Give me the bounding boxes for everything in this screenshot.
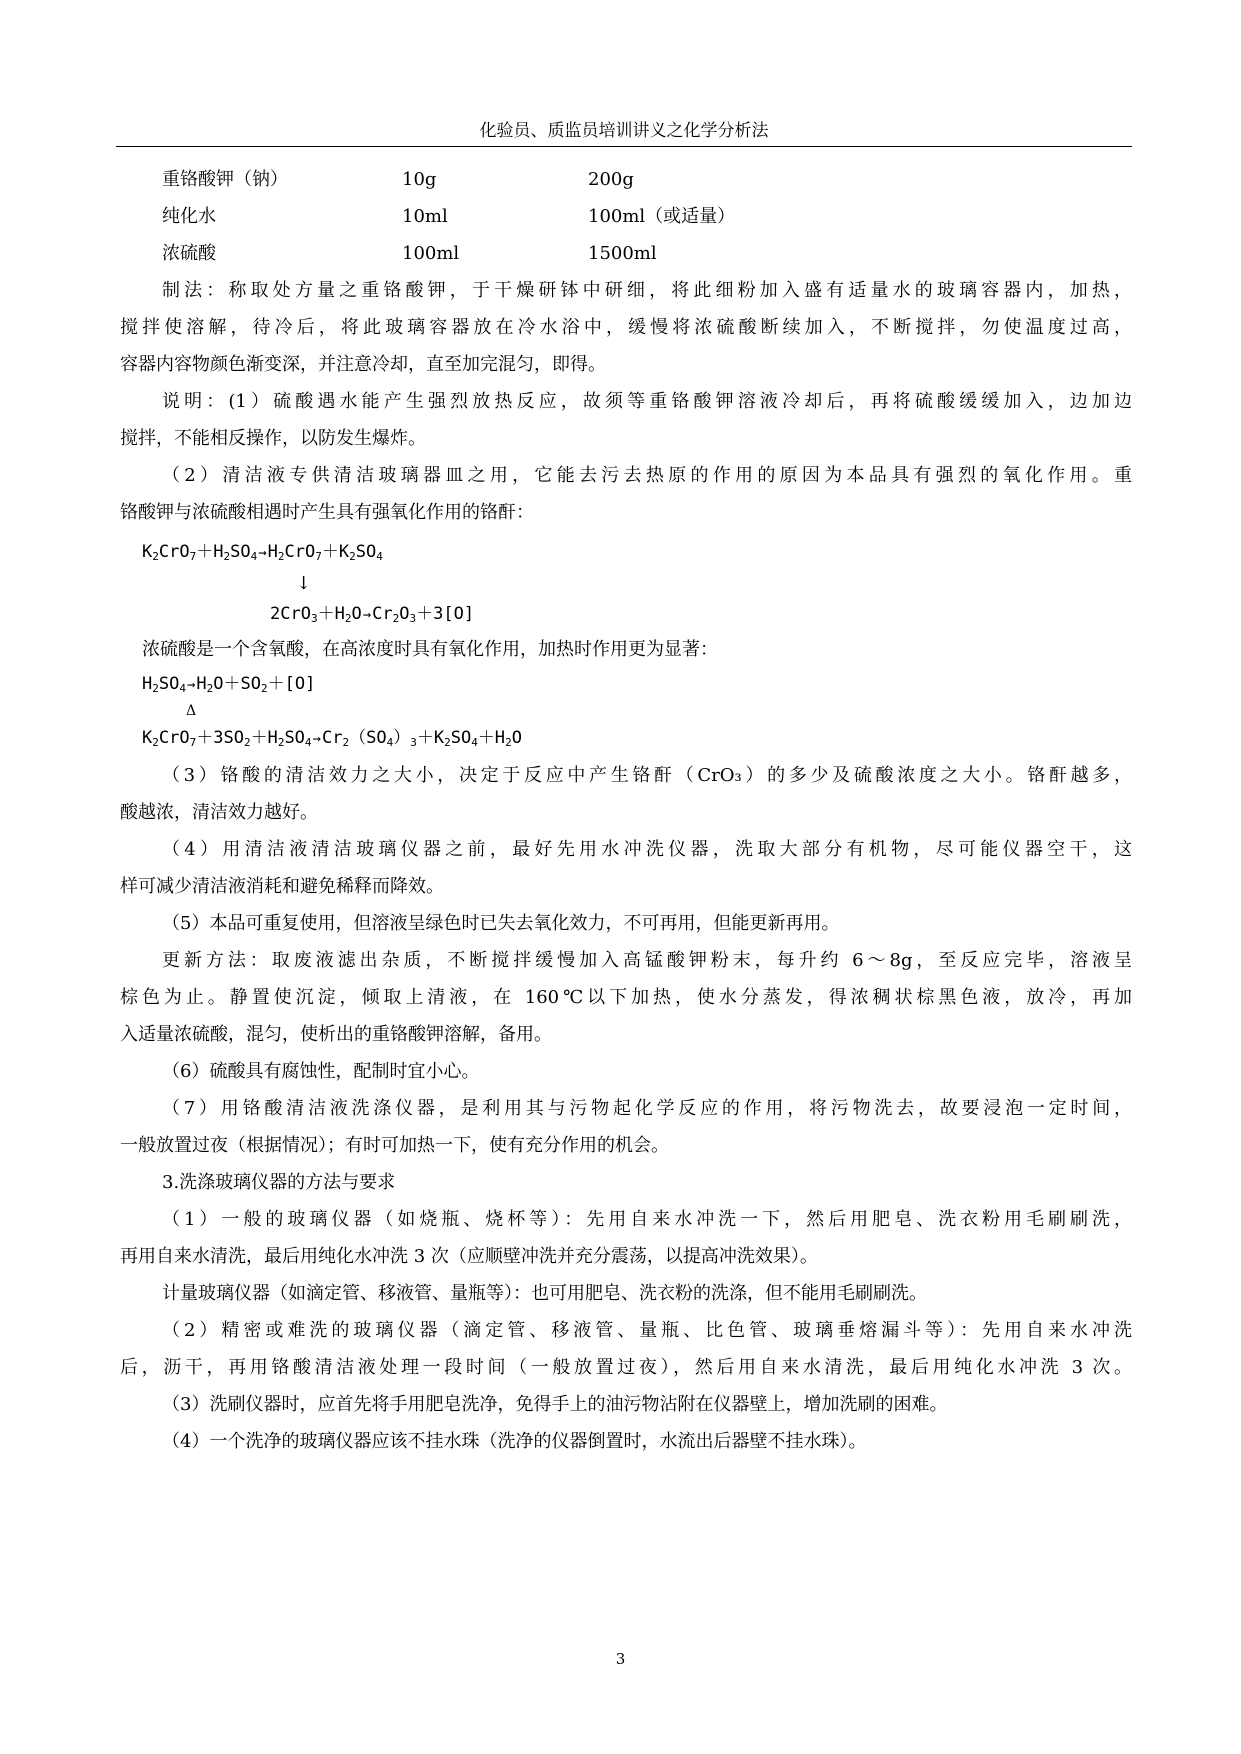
- table-cell: 重铬酸钾（钠）: [162, 169, 288, 190]
- table-cell: 浓硫酸: [162, 243, 216, 264]
- down-arrow-icon: ↓: [296, 573, 312, 594]
- table-cell: 10g: [402, 169, 437, 190]
- text-line: 制法：称取处方量之重铬酸钾，于干燥研钵中研细，将此细粉加入盛有适量水的玻璃容器内，加热，: [162, 280, 1132, 301]
- text-line: （2）清洁液专供清洁玻璃器皿之用，它能去污去热原的作用的原因为本品具有强烈的氧化作用。重: [162, 465, 1132, 486]
- table-cell: 100ml: [402, 243, 460, 264]
- text-line: （3）铬酸的清洁效力之大小，决定于反应中产生铬酐（CrO₃）的多少及硫酸浓度之大小。铬酐越多，: [162, 765, 1132, 786]
- text-line: 样可减少清洁液消耗和避免稀释而降效。: [120, 876, 444, 897]
- text-line: 入适量浓硫酸，混匀，使析出的重铬酸钾溶解，备用。: [120, 1024, 552, 1045]
- text-line: （2）精密或难洗的玻璃仪器（滴定管、移液管、量瓶、比色管、玻璃垂熔漏斗等）：先用自来水冲洗: [162, 1320, 1132, 1341]
- formula-line: $2CrO_3+H_2O\to Cr_2O_3+3[O]$: [270, 604, 475, 625]
- page-header: 化验员、质监员培训讲义之化学分析法: [116, 118, 1132, 147]
- text-line: 铬酸钾与浓硫酸相遇时产生具有强氧化作用的铬酐：: [120, 502, 534, 523]
- text-line: （4）一个洗净的玻璃仪器应该不挂水珠（洗净的仪器倒置时，水流出后器壁不挂水珠）。: [162, 1431, 867, 1452]
- table-cell: 10ml: [402, 206, 448, 227]
- table-cell: 200g: [588, 169, 634, 190]
- text-line: （5）本品可重复使用，但溶液呈绿色时已失去氧化效力，不可再用，但能更新再用。: [162, 913, 840, 934]
- text-line: 酸越浓，清洁效力越好。: [120, 802, 318, 823]
- text-line: （6）硫酸具有腐蚀性，配制时宜小心。: [162, 1061, 480, 1082]
- text-line: （4）用清洁液清洁玻璃仪器之前，最好先用水冲洗仪器，洗取大部分有机物，尽可能仪器空干，这: [162, 839, 1132, 860]
- page-number: 3: [615, 1650, 626, 1668]
- text-line: 再用自来水清洗，最后用纯化水冲洗 3 次（应顺壁冲洗并充分震荡，以提高冲洗效果）。: [120, 1246, 818, 1267]
- table-cell: 1500ml: [588, 243, 657, 264]
- formula-line: $H_2SO_4\to H_2O+SO_2+[O]$: [142, 674, 316, 695]
- text-line: 说明：(1）硫酸遇水能产生强烈放热反应，故须等重铬酸钾溶液冷却后，再将硫酸缓缓加入，边加边: [162, 391, 1132, 412]
- text-line: 浓硫酸是一个含氧酸，在高浓度时具有氧化作用，加热时作用更为显著：: [142, 639, 718, 660]
- text-line: 棕色为止。静置使沉淀，倾取上清液，在 160℃以下加热，使水分蒸发，得浓稠状棕黑色液，放冷，再加: [120, 987, 1132, 1008]
- text-line: 搅拌使溶解，待冷后，将此玻璃容器放在冷水浴中，缓慢将浓硫酸断续加入，不断搅拌，勿使温度过高，: [120, 317, 1132, 338]
- text-line: 计量玻璃仪器（如滴定管、移液管、量瓶等）：也可用肥皂、洗衣粉的洗涤，但不能用毛刷刷洗。: [162, 1283, 927, 1304]
- text-line: （3）洗刷仪器时，应首先将手用肥皂洗净，免得手上的油污物沾附在仪器壁上，增加洗刷的困难。: [162, 1394, 948, 1415]
- text-line: 更新方法：取废液滤出杂质，不断搅拌缓慢加入高锰酸钾粉末，每升约 6～8g，至反应完毕，溶液呈: [162, 950, 1132, 971]
- text-line: （1）一般的玻璃仪器（如烧瓶、烧杯等）：先用自来水冲洗一下，然后用肥皂、洗衣粉用毛刷刷洗，: [162, 1209, 1132, 1230]
- formula-line: $K_2CrO_7+3SO_2+H_2SO_4\to Cr_2(SO_4)_3+K_2SO_4+H_2O$: [142, 728, 522, 749]
- table-cell: 纯化水: [162, 206, 216, 227]
- text-line: 一般放置过夜（根据情况）；有时可加热一下，使有充分作用的机会。: [120, 1135, 669, 1156]
- text-line: 容器内容物颜色渐变深，并注意冷却，直至加完混匀，即得。: [120, 354, 606, 375]
- heat-symbol: Δ: [186, 703, 197, 719]
- formula-line: $K_2CrO_7+H_2SO_4\to H_2CrO_7+K_2SO_4$: [142, 542, 383, 563]
- table-cell: 100ml（或适量）: [588, 206, 736, 227]
- text-line: 后，沥干，再用铬酸清洁液处理一段时间（一般放置过夜），然后用自来水清洗，最后用纯化水冲洗 3 次。: [120, 1357, 1132, 1378]
- section-heading: 3.洗涤玻璃仪器的方法与要求: [162, 1172, 396, 1193]
- text-line: 搅拌，不能相反操作，以防发生爆炸。: [120, 428, 426, 449]
- text-line: （7）用铬酸清洁液洗涤仪器，是利用其与污物起化学反应的作用，将污物洗去，故要浸泡一定时间，: [162, 1098, 1132, 1119]
